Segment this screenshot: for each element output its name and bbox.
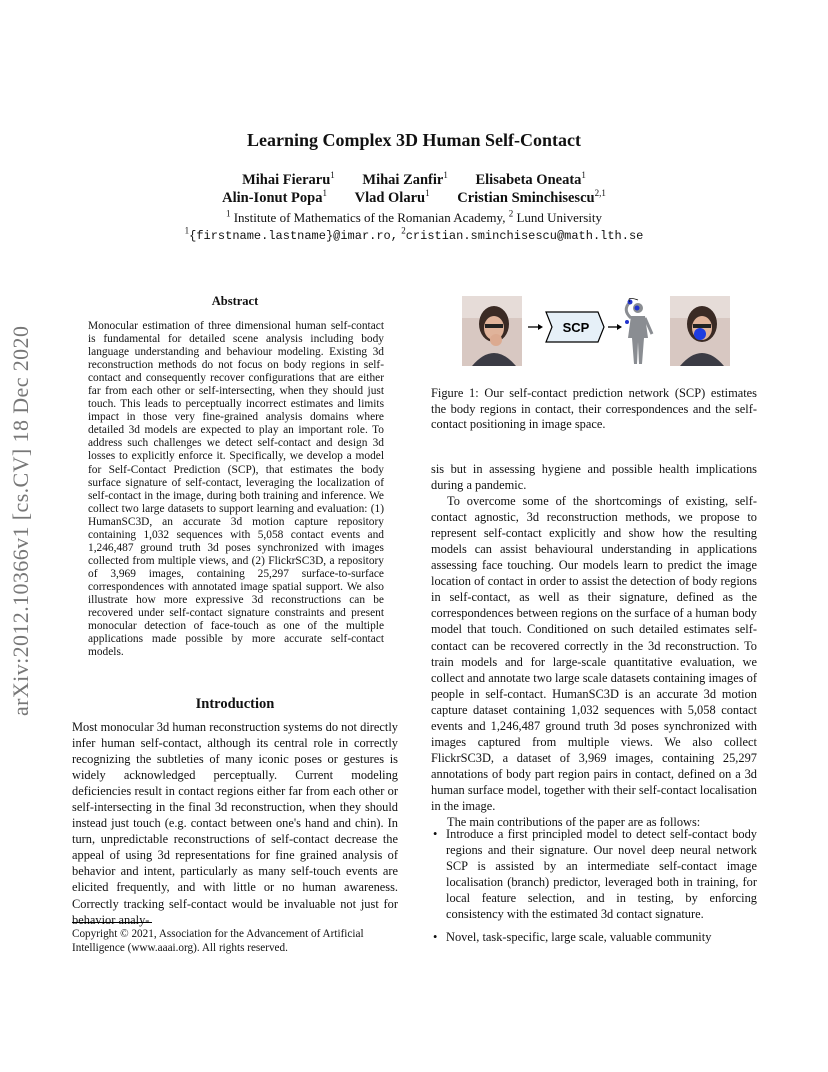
arxiv-identifier: arXiv:2012.10366v1 [cs.CV] 18 Dec 2020 bbox=[8, 325, 33, 716]
author: Cristian Sminchisescu$^{2,1}$ bbox=[457, 188, 606, 206]
paragraph: To overcome some of the shortcomings of existing, self-contact agnostic, 3d reconstruction methods, we propose to represent self-contact explicitly and show how the resulting models can assist behavioural understanding in applications assessing face touching. Our models learn to predict the image location of contact in order to assist the detection of body regions in self-contact, as well as their signature, defined as the correspondences between regions on the surface of a human body model that touch. Conditioned on such detailed estimates self-contact can be recovered correctly in the 3d reconstruction. To train models and for large-scale quantitative evaluation, we collect and annotate two large scale datasets containing images of people in self-contact. HumanSC3D is an accurate 3d motion capture dataset containing 1,032 sequences with 5,058 contact events and 1,246,487 ground truth 3d poses synchronized with images captured from multiple views. We also collect FlickrSC3D, a dataset of 3,969 images, containing 25,297 annotations of body part region pairs in contact, defined on a 3d human surface model, together with their self-contact localisation in the image. bbox=[431, 494, 757, 813]
list-item: • Novel, task-specific, large scale, valuable community bbox=[433, 930, 712, 944]
author: Mihai Fieraru$^1$ bbox=[242, 170, 335, 188]
author: Vlad Olaru$^1$ bbox=[354, 188, 430, 206]
arrow-icon bbox=[608, 324, 622, 330]
figure-1 bbox=[462, 294, 762, 370]
abstract-heading: Abstract bbox=[211, 294, 259, 308]
body-model-icon bbox=[625, 298, 652, 364]
affiliations: $^1$ Institute of Mathematics of the Romanian Academy, $^2$ Lund University bbox=[225, 208, 603, 225]
author: Alin-Ionut Popa$^1$ bbox=[222, 188, 327, 206]
output-photo bbox=[670, 296, 730, 366]
author: Elisabeta Oneata$^1$ bbox=[475, 170, 586, 188]
author: Mihai Zanfir$^1$ bbox=[362, 170, 448, 188]
paragraph: sis but in assessing hygiene and possible health implications during a pandemic. bbox=[431, 462, 757, 493]
introduction-heading: Introduction bbox=[195, 696, 275, 712]
footnote-rule bbox=[72, 922, 152, 923]
introduction-text: Most monocular 3d human reconstruction systems do not directly infer human self-contact, although its central role in correctly recognizing the subtleties of many iconic poses or gestures is widely acknowledged perceptually. Current modeling deficiencies result in contact regions either far from each other or self-intersecting in the final 3d reconstruction, when they should instead just touch (e.g. contact between one's hand and chin). In turn, unpredictable reconstructions of self-contact decrease the appeal of using 3d representations for fine grained analysis of behavior and intent, particularly as many self-touch events are elicited frequently, and with little or no human awareness. Correctly tracking self-contact would be invaluable not just for behavior analy- bbox=[72, 720, 398, 927]
abstract-text: Monocular estimation of three dimensional human self-contact is fundamental for detailed scene analysis including body language understanding and behaviour modeling. Existing 3d reconstruction methods do not focus on body regions in self-contact and consequently recover configurations that are either far from each other or self-intersecting, when they should just touch. This leads to perceptually incorrect estimates and limits impact in those very fine-grained analysis domains where detailed 3d models are expected to play an important role. To address such challenges we detect self-contact and design 3d losses to explicitly enforce it. Specifically, we develop a model for Self-Contact Prediction (SCP), that estimates the body surface signature of self-contact, leveraging the localization of self-contact in the image, during both training and inference. We collect two large datasets to support learning and evaluation: (1) HumanSC3D, an accurate 3d motion capture repository containing 1,032 sequences with 5,058 contact events and 1,246,487 ground truth 3d poses synchronized with images collected from multiple views, and (2) FlickrSC3D, a repository of 3,969 images, containing 25,297 surface-to-surface correspondences with annotated image spatial support. We also illustrate how more expressive 3d reconstructions can be recovered under self-contact signature constraints and present monocular detection of face-touch as one of the multiple applications made possible by more accurate self-contact models. bbox=[88, 320, 384, 659]
scp-network-box bbox=[546, 312, 604, 342]
authors-line-2 bbox=[0, 190, 828, 207]
list-item: • Introduce a first principled model to detect self-contact body regions and their signature. Our novel deep neural network SCP is assisted by an intermediate self-contact image localisation (branch) predictor, leveraged both in training, for local feature selection, and in testing, by enforcing consistency with the estimated 3d contact signature. bbox=[433, 827, 757, 921]
figure-1-caption: Figure 1: Our self-contact prediction network (SCP) estimates the body regions in contact, their correspondences and the self-contact positioning in image space. bbox=[431, 386, 757, 432]
copyright-notice: Copyright © 2021, Association for the Advancement of Artificial Intelligence (www.aaai.org). All rights reserved. bbox=[72, 928, 364, 954]
authors-line-1 bbox=[0, 172, 828, 189]
arrow-icon bbox=[528, 324, 543, 330]
paper-title: Learning Complex 3D Human Self-Contact bbox=[247, 130, 581, 150]
svg-text:SCP: SCP bbox=[562, 320, 590, 335]
contributions-list bbox=[431, 826, 757, 952]
emails: $^1${firstname.lastname}@imar.ro, $^2$cristian.sminchisescu@math.lth.se bbox=[184, 225, 644, 243]
right-column-text bbox=[431, 461, 757, 830]
paragraph: The main contributions of the paper are as follows: bbox=[447, 815, 701, 830]
input-photo bbox=[462, 296, 522, 366]
